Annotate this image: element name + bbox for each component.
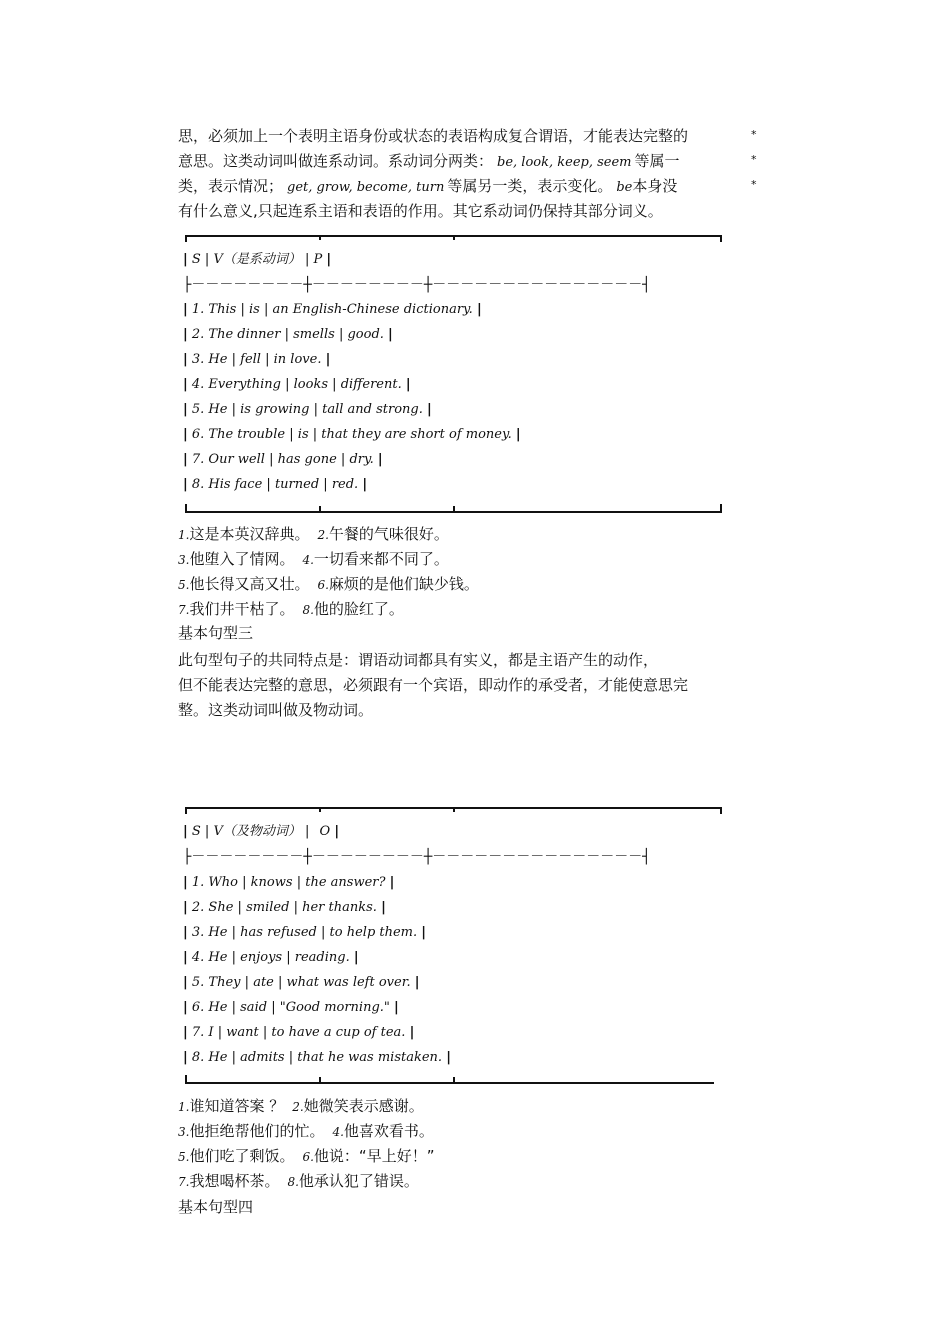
section-3-para-3: 整。这类动词叫做及物动词。 xyxy=(178,701,374,719)
subject-cell: 7. Our well xyxy=(191,452,265,467)
section-3-title: 基本句型三 xyxy=(178,624,254,642)
subject-cell: 2. The dinner xyxy=(191,327,281,342)
table-bottom-border xyxy=(185,511,722,513)
table-row: | 1. This | is | an English-Chinese dictionary. | xyxy=(183,302,482,317)
table-divider: ├－－－－－－－－┼－－－－－－－－┼－－－－－－－－－－－－－－－┤ xyxy=(183,277,651,293)
translation-text: 他长得又高又壮。 xyxy=(189,575,310,593)
verb-cell: smells xyxy=(293,327,335,342)
translation-text: 我想喝杯茶。 xyxy=(189,1172,280,1190)
border-tick xyxy=(185,235,187,242)
table-row: | 1. Who | knows | the answer? | xyxy=(183,875,395,890)
subject-cell: 4. He xyxy=(191,950,228,965)
table-row: | 6. The trouble | is | that they are short of money. | xyxy=(183,427,521,442)
table-row: | 8. He | admits | that he was mistaken. | xyxy=(183,1050,451,1065)
translation-text: 谁知道答案 ？ xyxy=(189,1097,285,1115)
intro-line-4 xyxy=(178,202,663,220)
translation-line xyxy=(178,1097,424,1116)
translation-text: 这是本英汉辞典。 xyxy=(189,525,310,543)
translation-text: 他拒绝帮他们的忙。 xyxy=(189,1122,325,1140)
section-3-para-1: 此句型句子的共同特点是：谓语动词都具有实义，都是主语产生的动作， xyxy=(178,651,659,669)
border-tick xyxy=(319,506,321,511)
subject-cell: 2. She xyxy=(191,900,234,915)
complement-cell: an English-Chinese dictionary. xyxy=(272,302,473,317)
table-row: | 8. His face | turned | red. | xyxy=(183,477,368,492)
table-bottom-border xyxy=(185,1082,714,1084)
item-number: 7. xyxy=(178,1175,190,1189)
complement-cell: good. xyxy=(347,327,384,342)
border-tick xyxy=(453,506,455,511)
complement-cell: different. xyxy=(340,377,402,392)
border-tick xyxy=(453,235,455,240)
header-subject: S xyxy=(191,252,201,267)
verb-cell: smiled xyxy=(246,900,290,915)
margin-mark: * xyxy=(751,128,757,141)
translation-text: 他承认犯了错误。 xyxy=(298,1172,419,1190)
intro-en-2: get, grow, become, turn xyxy=(287,180,445,195)
table-row: | 5. He | is growing | tall and strong. | xyxy=(183,402,432,417)
border-tick xyxy=(720,235,722,242)
complement-cell: that he was mistaken. xyxy=(297,1050,443,1065)
verb-cell: fell xyxy=(240,352,261,367)
complement-cell: in love. xyxy=(273,352,322,367)
intro-text-2: 意思。这类动词叫做连系动词。系动词分两类： xyxy=(178,152,494,170)
subject-cell: 7. I xyxy=(191,1025,214,1040)
complement-cell: reading. xyxy=(294,950,350,965)
translation-line xyxy=(178,550,449,569)
table-row: | 4. Everything | looks | different. | xyxy=(183,377,411,392)
verb-cell: is xyxy=(248,302,260,317)
item-number: 6. xyxy=(302,1150,314,1164)
complement-cell: dry. xyxy=(349,452,374,467)
table-row: | 4. He | enjoys | reading. | xyxy=(183,950,359,965)
table-row: | 3. He | fell | in love. | xyxy=(183,352,331,367)
border-tick xyxy=(185,1075,187,1084)
complement-cell: what was left over. xyxy=(286,975,411,990)
intro-mid-3: 等属另一类，表示变化。 xyxy=(447,177,613,195)
table-row: | 7. Our well | has gone | dry. | xyxy=(183,452,383,467)
verb-cell: knows xyxy=(250,875,293,890)
intro-tail-2: 等属一 xyxy=(634,152,680,170)
subject-cell: 8. He xyxy=(191,1050,228,1065)
header-object: O xyxy=(319,824,331,839)
item-number: 8. xyxy=(287,1175,299,1189)
verb-cell: looks xyxy=(293,377,329,392)
verb-cell: said xyxy=(240,1000,268,1015)
verb-cell: want xyxy=(226,1025,259,1040)
section-4-title: 基本句型四 xyxy=(178,1198,254,1216)
verb-cell: admits xyxy=(240,1050,285,1065)
margin-mark: * xyxy=(751,178,757,191)
item-number: 2. xyxy=(292,1100,304,1114)
section-3-para-2: 但不能表达完整的意思，必须跟有一个宾语，即动作的承受者，才能使意思完 xyxy=(178,676,689,694)
border-tick xyxy=(720,807,722,814)
item-number: 5. xyxy=(178,1150,190,1164)
translation-line xyxy=(178,1172,419,1191)
translation-text: 他说：“早上好！” xyxy=(313,1147,435,1165)
border-tick xyxy=(319,1077,321,1082)
complement-cell: that they are short of money. xyxy=(321,427,512,442)
table-header-row: | S | V（是系动词） | P | xyxy=(183,252,332,267)
border-tick xyxy=(453,807,455,812)
complement-cell: to help them. xyxy=(329,925,418,940)
border-tick xyxy=(319,235,321,240)
table-row: | 3. He | has refused | to help them. | xyxy=(183,925,427,940)
item-number: 8. xyxy=(302,603,314,617)
item-number: 2. xyxy=(317,528,329,542)
translation-line xyxy=(178,600,404,619)
table-divider: ├－－－－－－－－┼－－－－－－－－┼－－－－－－－－－－－－－－－┤ xyxy=(183,849,651,865)
item-number: 3. xyxy=(178,553,190,567)
complement-cell: to have a cup of tea. xyxy=(271,1025,406,1040)
verb-cell: turned xyxy=(274,477,320,492)
item-number: 1. xyxy=(178,1100,190,1114)
header-verb: V（是系动词） xyxy=(213,252,301,267)
table-row: | 6. He | said | "Good morning." | xyxy=(183,1000,399,1015)
complement-cell: tall and strong. xyxy=(322,402,423,417)
border-tick xyxy=(319,807,321,812)
table-row: | 2. She | smiled | her thanks. | xyxy=(183,900,386,915)
complement-cell: red. xyxy=(331,477,359,492)
subject-cell: 3. He xyxy=(191,352,228,367)
intro-line-3 xyxy=(178,177,677,197)
header-predicative: P xyxy=(313,252,323,267)
translation-text: 他喜欢看书。 xyxy=(343,1122,434,1140)
item-number: 4. xyxy=(332,1125,344,1139)
intro-line-2 xyxy=(178,152,680,172)
verb-cell: enjoys xyxy=(240,950,283,965)
item-number: 4. xyxy=(302,553,314,567)
border-tick xyxy=(453,1077,455,1082)
table-row: | 2. The dinner | smells | good. | xyxy=(183,327,393,342)
intro-text-4: 有什么意义,只起连系主语和表语的作用。其它系动词仍保持其部分词义。 xyxy=(178,202,663,220)
item-number: 7. xyxy=(178,603,190,617)
table-row: | 7. I | want | to have a cup of tea. | xyxy=(183,1025,415,1040)
verb-cell: is growing xyxy=(240,402,310,417)
header-subject: S xyxy=(191,824,201,839)
translation-line xyxy=(178,525,449,544)
subject-cell: 6. The trouble xyxy=(191,427,286,442)
translation-text: 他们吃了剩饭。 xyxy=(189,1147,295,1165)
subject-cell: 6. He xyxy=(191,1000,228,1015)
intro-en-1: be, look, keep, seem xyxy=(497,155,632,170)
subject-cell: 3. He xyxy=(191,925,228,940)
intro-tail-3: 本身没 xyxy=(632,177,678,195)
subject-cell: 1. This xyxy=(191,302,237,317)
item-number: 5. xyxy=(178,578,190,592)
table-row: | 5. They | ate | what was left over. | xyxy=(183,975,420,990)
intro-text-3: 类，表示情况； xyxy=(178,177,284,195)
margin-mark: * xyxy=(751,153,757,166)
subject-cell: 5. They xyxy=(191,975,241,990)
verb-cell: ate xyxy=(253,975,274,990)
subject-cell: 1. Who xyxy=(191,875,238,890)
complement-cell: her thanks. xyxy=(302,900,377,915)
border-tick xyxy=(720,504,722,513)
item-number: 6. xyxy=(317,578,329,592)
translation-text: 她微笑表示感谢。 xyxy=(303,1097,424,1115)
item-number: 1. xyxy=(178,528,190,542)
verb-cell: has refused xyxy=(240,925,317,940)
header-verb: V（及物动词） xyxy=(213,824,301,839)
translation-text: 一切看来都不同了。 xyxy=(313,550,449,568)
translation-text: 他堕入了情网。 xyxy=(189,550,295,568)
translation-line xyxy=(178,1122,434,1141)
intro-en-3: be xyxy=(616,180,633,195)
item-number: 3. xyxy=(178,1125,190,1139)
intro-text-1: 思，必须加上一个表明主语身份或状态的表语构成复合谓语，才能表达完整的 xyxy=(178,127,689,145)
verb-cell: has gone xyxy=(277,452,337,467)
complement-cell: the answer? xyxy=(305,875,386,890)
subject-cell: 4. Everything xyxy=(191,377,281,392)
translation-line xyxy=(178,575,479,594)
border-tick xyxy=(185,504,187,513)
border-tick xyxy=(185,807,187,814)
table-header-row: | S | V（及物动词） | O | xyxy=(183,824,340,839)
translation-text: 午餐的气味很好。 xyxy=(328,525,449,543)
translation-text: 麻烦的是他们缺少钱。 xyxy=(328,575,479,593)
translation-line xyxy=(178,1147,434,1166)
subject-cell: 8. His face xyxy=(191,477,263,492)
translation-text: 我们井干枯了。 xyxy=(189,600,295,618)
complement-cell: "Good morning." xyxy=(279,1000,390,1015)
translation-text: 他的脸红了。 xyxy=(313,600,404,618)
subject-cell: 5. He xyxy=(191,402,228,417)
intro-line-1 xyxy=(178,127,688,145)
verb-cell: is xyxy=(297,427,309,442)
